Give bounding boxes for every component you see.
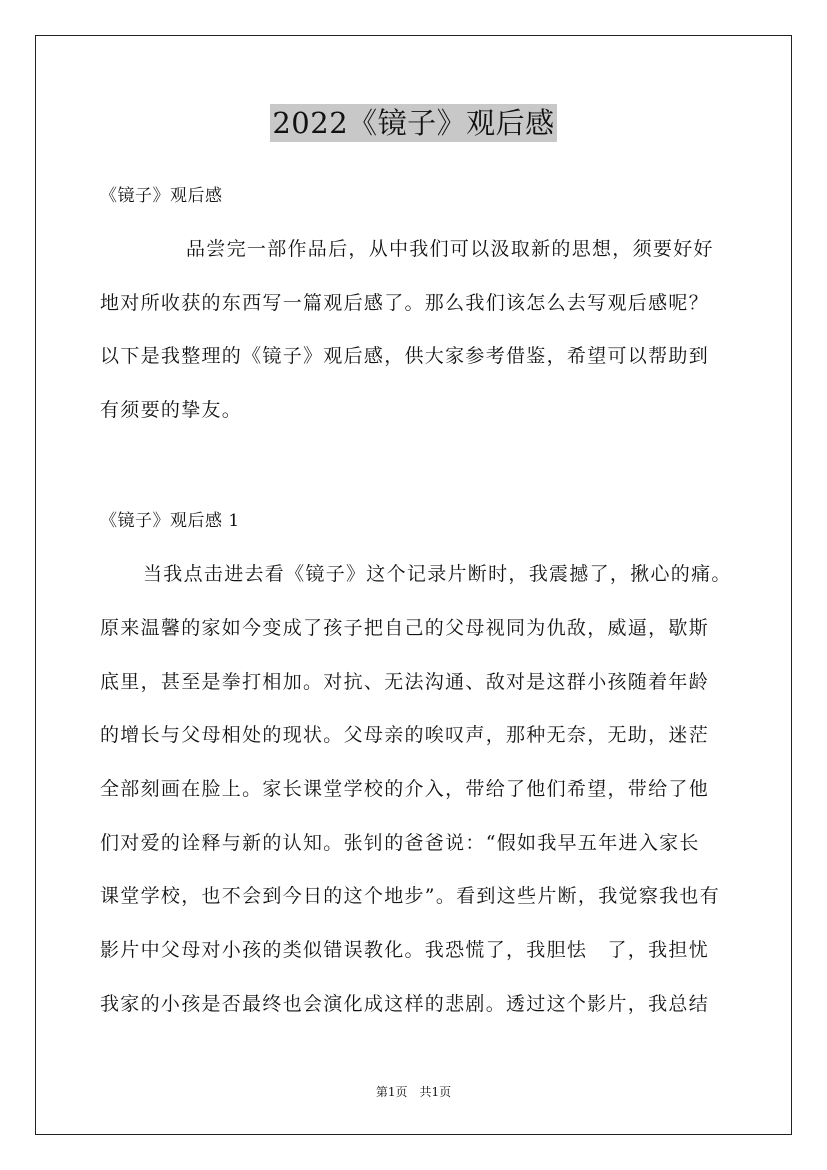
- page-title: 2022《镜子》观后感: [272, 106, 555, 140]
- subtitle: 《镜子》观后感: [100, 186, 223, 206]
- title-container: [0, 104, 827, 142]
- body-line: 影片中父母对小孩的类似错误教化。我恐慌了，我胆怯 了，我担忧: [100, 939, 710, 961]
- section-heading: 《镜子》观后感 1: [100, 511, 240, 531]
- intro-line: 有须要的挚友。: [100, 399, 243, 421]
- intro-line: 品尝完一部作品后，从中我们可以汲取新的思想，须要好好: [186, 238, 714, 260]
- body-line: 的增长与父母相处的现状。父母亲的唉叹声，那种无奈，无助，迷茫: [100, 724, 710, 746]
- body-line: 课堂学校，也不会到今日的这个地步”。看到这些片断，我觉察我也有: [100, 885, 721, 907]
- body-line: 底里，甚至是拳打相加。对抗、无法沟通、敌对是这群小孩随着年龄: [100, 671, 710, 693]
- body-line: 们对爱的诠释与新的认知。张钊的爸爸说：“假如我早五年进入家长: [100, 832, 700, 854]
- body-line: 当我点击进去看《镜子》这个记录片断时，我震撼了，揪心的痛。: [143, 563, 732, 585]
- intro-line: 以下是我整理的《镜子》观后感，供大家参考借鉴，希望可以帮助到: [100, 345, 710, 367]
- body-line: 我家的小孩是否最终也会演化成这样的悲剧。透过这个影片，我总结: [100, 993, 710, 1015]
- page-footer: 第1页 共1页: [375, 1085, 452, 1099]
- body-line: 原来温馨的家如今变成了孩子把自己的父母视同为仇敌，威逼，歇斯: [100, 617, 710, 639]
- body-line: 全部刻画在脸上。家长课堂学校的介入，带给了他们希望，带给了他: [100, 778, 710, 800]
- intro-line: 地对所收获的东西写一篇观后感了。那么我们该怎么去写观后感呢？: [100, 292, 710, 314]
